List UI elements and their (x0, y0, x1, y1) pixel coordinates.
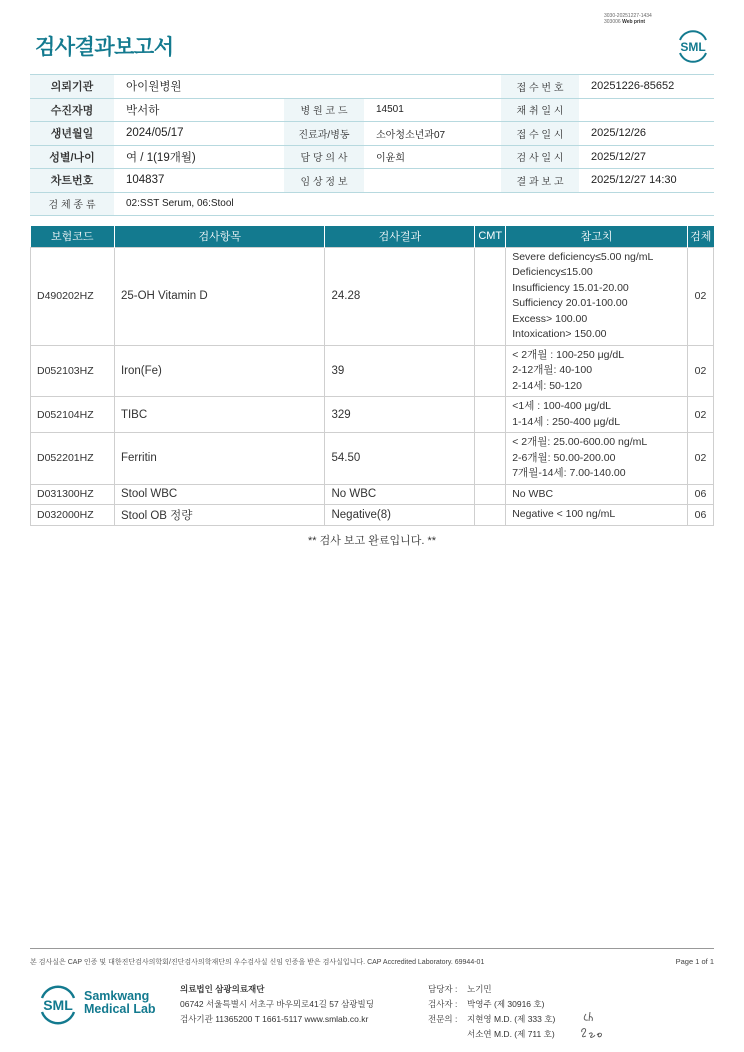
test-result: 24.28 (325, 247, 475, 345)
receipt-date-value: 2025/12/26 (579, 122, 714, 146)
svg-text:SML: SML (680, 40, 706, 54)
reference-line: Excess> 100.00 (512, 312, 588, 325)
clinical-info-value (364, 169, 501, 193)
col-header-cmt: CMT (475, 226, 506, 247)
sex-age-label: 성별/나이 (30, 145, 114, 169)
col-header-result: 검사결과 (325, 226, 475, 247)
specialist1-value: 지현영 M.D. (제 333 호) (467, 1014, 556, 1024)
results-table (30, 226, 714, 526)
test-cmt (475, 345, 506, 397)
specimen-label: 검 체 종 류 (30, 192, 114, 216)
manager-row (428, 982, 555, 997)
reference-line: No WBC (512, 487, 554, 500)
test-cmt (475, 433, 506, 485)
report-date-label: 결 과 보 고 (501, 169, 579, 193)
hospital-code-label: 병 원 코 드 (284, 98, 364, 122)
specimen-code: 02 (687, 247, 713, 345)
insurance-code: D052103HZ (31, 345, 115, 397)
specimen-code: 02 (687, 397, 713, 433)
info-row (30, 169, 714, 193)
manager-label: 담당자 : (428, 984, 458, 994)
test-name: Stool OB 정량 (114, 505, 325, 526)
specimen-value: 02:SST Serum, 06:Stool (114, 192, 714, 216)
reference-line: <1세 : 100-400 μg/dL (512, 400, 612, 412)
patient-name-label: 수진자명 (30, 98, 114, 122)
specialist-label: 전문의 : (428, 1014, 458, 1024)
signature-icon (578, 1008, 612, 1042)
table-row (31, 433, 714, 485)
test-name: Iron(Fe) (114, 345, 325, 397)
sex-age-value: 여 / 1(19개월) (114, 145, 284, 169)
reference-range (506, 433, 688, 485)
tester-value: 박영주 (제 30916 호) (467, 999, 545, 1009)
organization-contact: 검사기관 11365200 T 1661-5117 www.smlab.co.kr (180, 1014, 369, 1024)
col-header-test: 검사항목 (114, 226, 325, 247)
tester-row (428, 997, 555, 1012)
test-name: Stool WBC (114, 484, 325, 505)
sml-footer-logo-icon (36, 982, 80, 1026)
insurance-code: D490202HZ (31, 247, 115, 345)
dept-value: 소아청소년과07 (364, 122, 501, 146)
reference-line: Severe deficiency≤5.00 ng/mL (512, 250, 654, 263)
report-complete-message: ** 검사 보고 완료입니다. ** (307, 535, 437, 547)
col-header-code: 보험코드 (31, 226, 115, 247)
print-code-line2: 303006 Web print (604, 19, 646, 25)
test-cmt (475, 397, 506, 433)
test-cmt (475, 505, 506, 526)
footer-divider (30, 948, 714, 949)
reference-line: Negative < 100 ng/mL (512, 508, 616, 520)
reference-line: < 2개월 : 100-250 μg/dL (512, 348, 625, 361)
test-date-value: 2025/12/27 (579, 145, 714, 169)
reference-line: Intoxication> 150.00 (512, 328, 607, 340)
brand-line2: Medical Lab (84, 1002, 156, 1016)
svg-text:SML: SML (43, 997, 73, 1013)
request-org-value: 아이원병원 (114, 75, 501, 99)
report-date-value: 2025/12/27 14:30 (579, 169, 714, 193)
print-code-line1: 3030-20251227-1434 (604, 13, 652, 19)
reference-line: Sufficiency 20.01-100.00 (512, 297, 628, 309)
test-name: Ferritin (114, 433, 325, 485)
test-result: 329 (325, 397, 475, 433)
reference-line: < 2개월: 25.00-600.00 ng/mL (512, 436, 648, 448)
reference-line: 1-14세 : 250-400 μg/dL (512, 415, 621, 428)
test-name: TIBC (114, 397, 325, 433)
info-row (30, 145, 714, 169)
receipt-date-label: 접 수 일 시 (501, 122, 579, 146)
patient-info-table (30, 74, 714, 216)
specialist-row (428, 1027, 555, 1042)
collect-date-label: 채 취 일 시 (501, 98, 579, 122)
table-row (31, 345, 714, 397)
insurance-code: D052104HZ (31, 397, 115, 433)
info-row (30, 75, 714, 99)
test-result: Negative(8) (325, 505, 475, 526)
manager-value: 노기민 (467, 984, 492, 994)
test-date-label: 검 사 일 시 (501, 145, 579, 169)
specimen-code: 06 (687, 505, 713, 526)
receipt-no-value: 20251226-85652 (579, 75, 714, 99)
reference-line: 2-14세: 50-120 (512, 379, 582, 392)
page-title: 검사결과보고서 (35, 35, 174, 59)
brand-line1: Samkwang (84, 989, 150, 1003)
table-row (31, 247, 714, 345)
reference-range (506, 397, 688, 433)
insurance-code: D052201HZ (31, 433, 115, 485)
reference-line: Insufficiency 15.01-20.00 (512, 281, 629, 294)
test-cmt (475, 247, 506, 345)
footer-brand (84, 990, 156, 1016)
test-name: 25-OH Vitamin D (114, 247, 325, 345)
test-cmt (475, 484, 506, 505)
table-row (31, 397, 714, 433)
organization-name: 의료법인 삼광의료재단 (180, 984, 265, 994)
chart-no-value: 104837 (114, 169, 284, 193)
info-row (30, 192, 714, 216)
specialist-row (428, 1012, 555, 1027)
reference-line: 2-12개월: 40-100 (512, 364, 593, 376)
collect-date-value (579, 98, 714, 122)
organization-info (180, 982, 374, 1027)
insurance-code: D031300HZ (31, 484, 115, 505)
reference-range (506, 247, 688, 345)
info-row (30, 122, 714, 146)
specimen-code: 06 (687, 484, 713, 505)
col-header-ref: 참고치 (506, 226, 688, 247)
reference-line: 2-6개월: 50.00-200.00 (512, 451, 616, 464)
specialist2-value: 서소연 M.D. (제 711 호) (467, 1029, 555, 1039)
organization-address: 06742 서울특별시 서초구 바우뫼로41길 57 삼광빌딩 (180, 999, 374, 1009)
specimen-code: 02 (687, 433, 713, 485)
specimen-code: 02 (687, 345, 713, 397)
tester-label: 검사자 : (428, 999, 458, 1009)
patient-name-value: 박서하 (114, 98, 284, 122)
clinical-info-label: 임 상 정 보 (284, 169, 364, 193)
test-result: 39 (325, 345, 475, 397)
reference-line: Deficiency≤15.00 (512, 266, 593, 278)
receipt-no-label: 접 수 번 호 (501, 75, 579, 99)
doctor-value: 이윤희 (364, 145, 501, 169)
page-number: Page 1 of 1 (675, 957, 714, 966)
sml-logo-icon (672, 28, 714, 64)
dept-label: 진료과/병동 (284, 122, 364, 146)
test-result: No WBC (325, 484, 475, 505)
reference-range (506, 484, 688, 505)
print-code (604, 13, 652, 25)
table-row (31, 484, 714, 505)
info-row (30, 98, 714, 122)
dob-value: 2024/05/17 (114, 122, 284, 146)
hospital-code-value: 14501 (364, 98, 501, 122)
doctor-label: 담 당 의 사 (284, 145, 364, 169)
reference-range (506, 345, 688, 397)
staff-info (428, 982, 555, 1042)
chart-no-label: 차트번호 (30, 169, 114, 193)
reference-range (506, 505, 688, 526)
test-result: 54.50 (325, 433, 475, 485)
dob-label: 생년월일 (30, 122, 114, 146)
insurance-code: D032000HZ (31, 505, 115, 526)
reference-line: 7개월-14세: 7.00-140.00 (512, 467, 626, 479)
table-row (31, 505, 714, 526)
request-org-label: 의뢰기관 (30, 75, 114, 99)
results-header-row (31, 226, 714, 247)
certification-note: 본 검사실은 CAP 인증 및 대한진단검사의학회/진단검사의학재단의 우수검사실 신임 인증을 받은 검사실입니다. CAP Accredited Laboratory. 69944-01 (30, 959, 485, 966)
col-header-specimen: 검체 (687, 226, 713, 247)
